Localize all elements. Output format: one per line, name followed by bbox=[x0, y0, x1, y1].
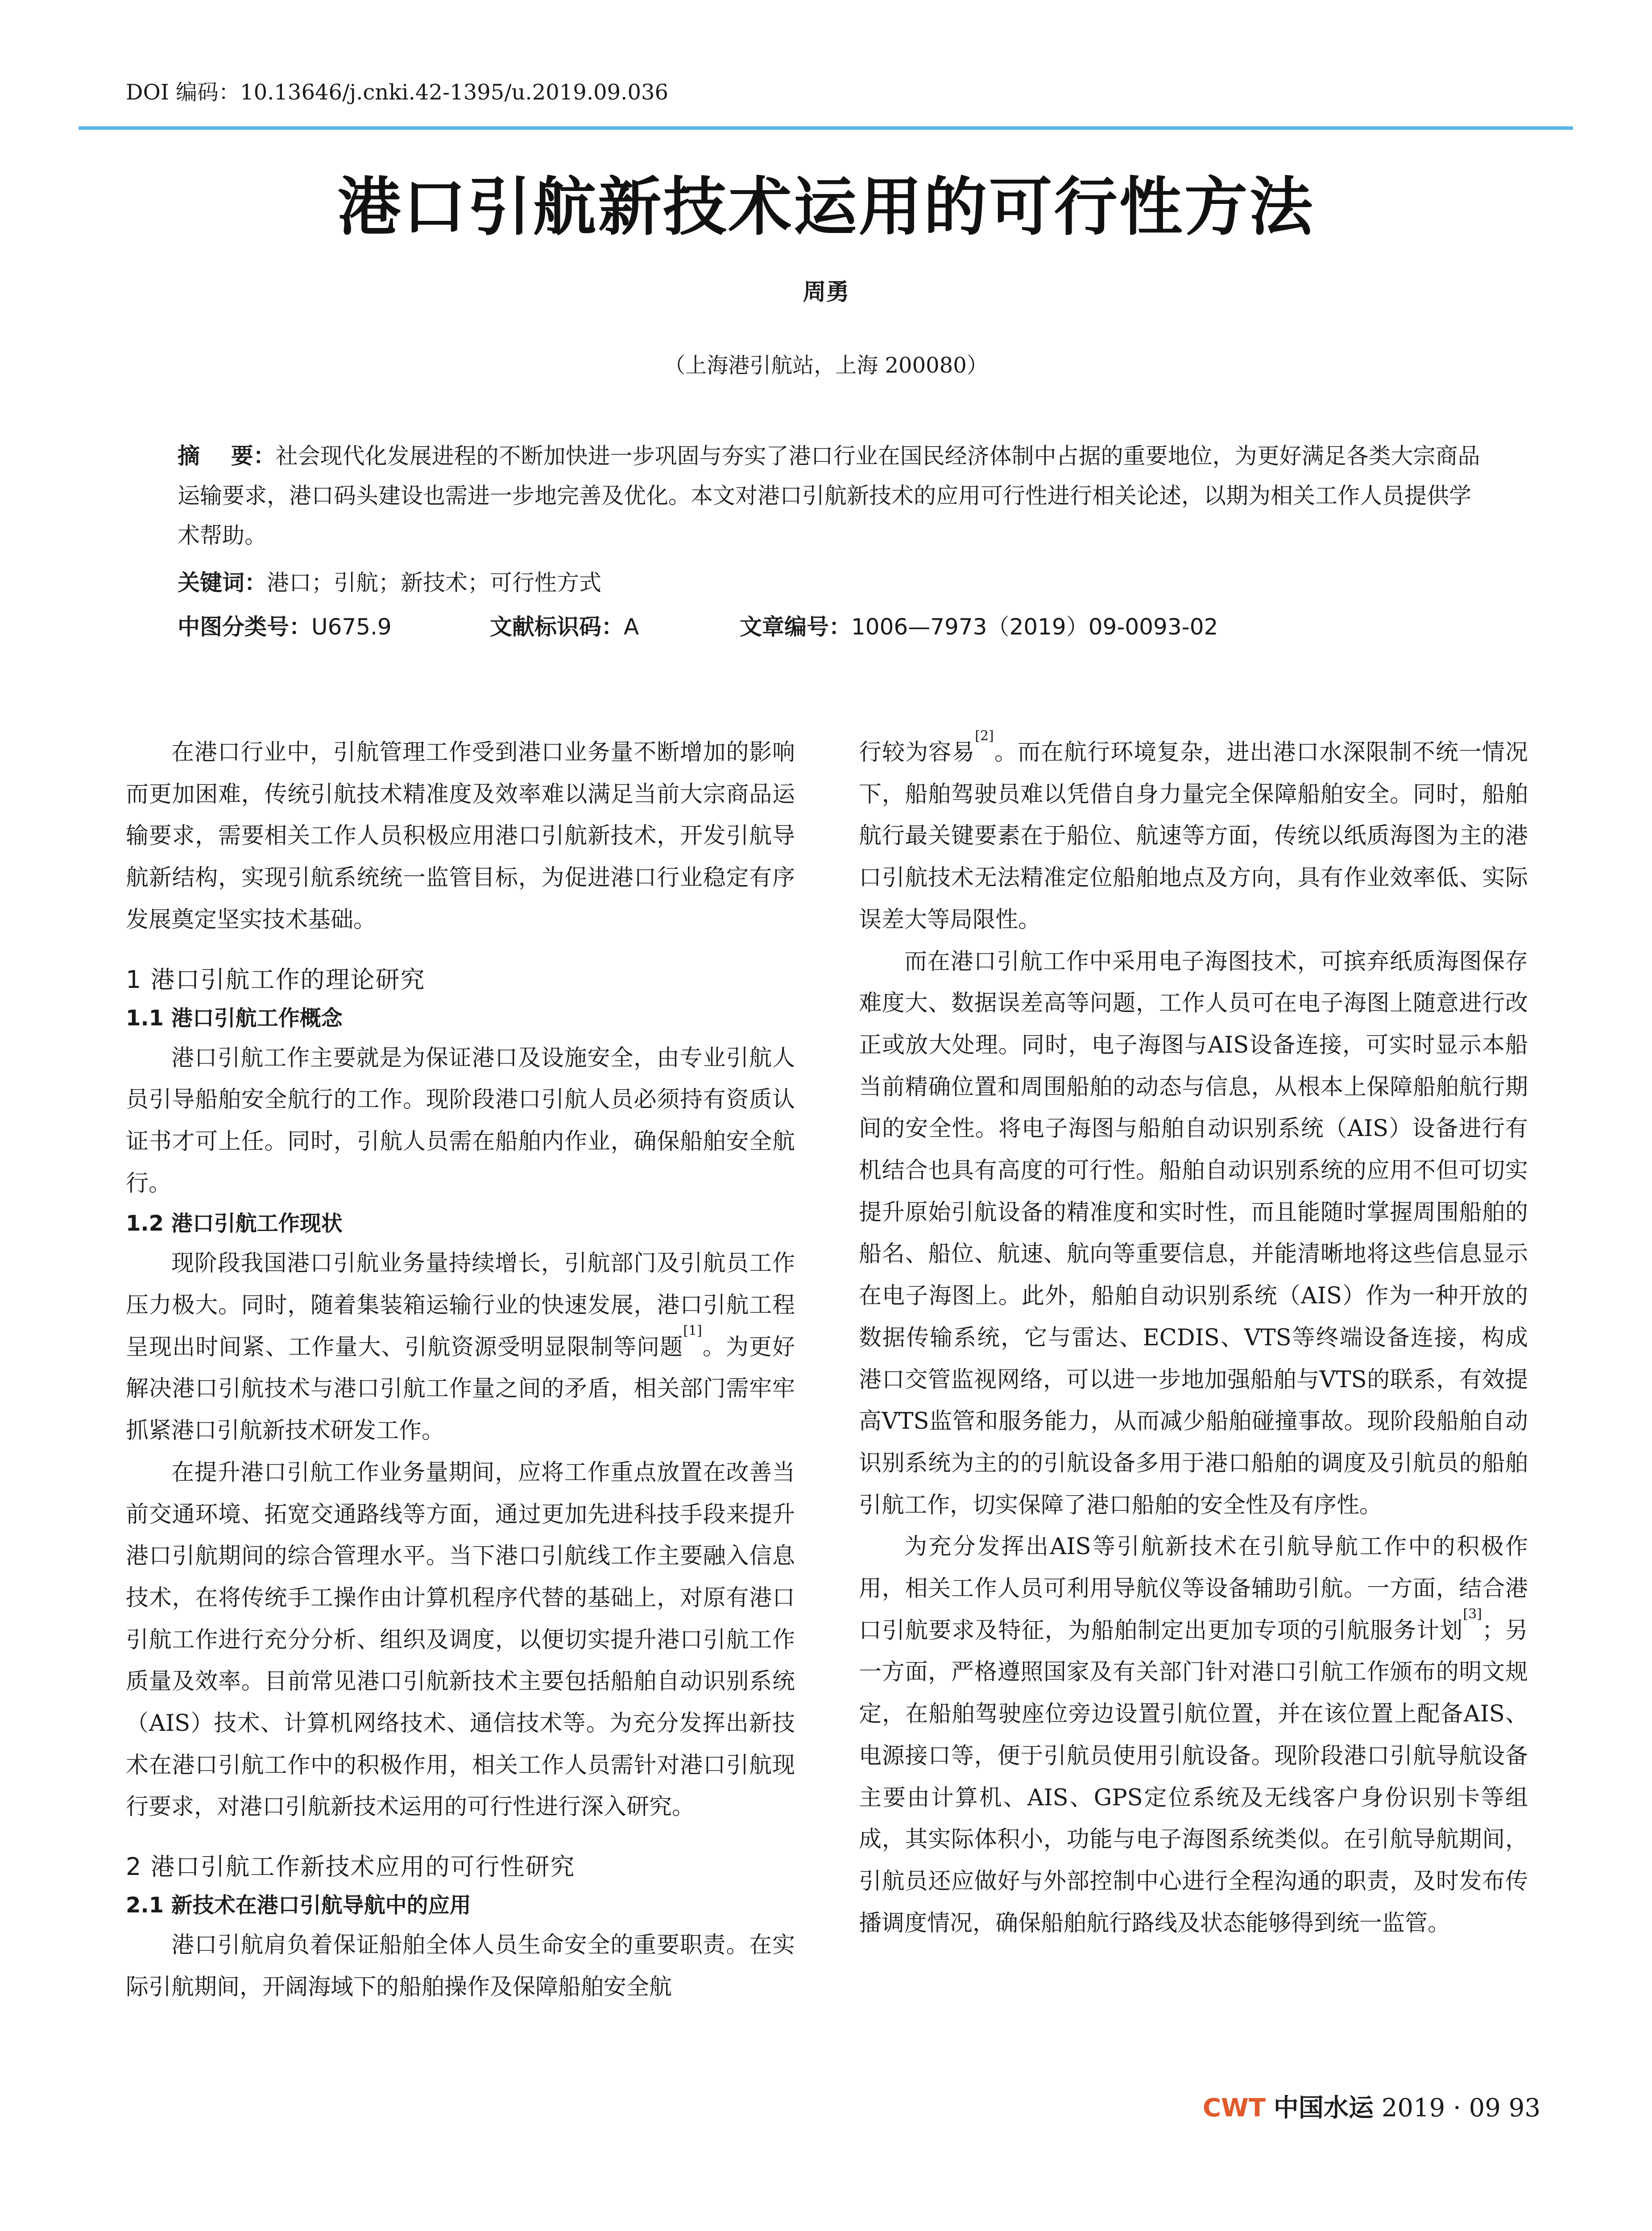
doc-code-item bbox=[490, 609, 639, 641]
page-footer bbox=[1203, 2088, 1540, 2124]
subsection-heading: 1.2 港口引航工作现状 bbox=[126, 1211, 343, 1236]
article-no-value: 1006—7973（2019）09-0093-02 bbox=[851, 614, 1218, 640]
journal-name: 中国水运 bbox=[1273, 2093, 1374, 2123]
clc-item bbox=[178, 609, 392, 641]
section-heading: 1 港口引航工作的理论研究 bbox=[126, 965, 426, 994]
clc-label: 中图分类号： bbox=[178, 614, 311, 640]
citation-ref: [1] bbox=[683, 1323, 702, 1339]
keywords-label: 关键词： bbox=[178, 570, 267, 596]
body-column-left bbox=[126, 732, 795, 2008]
body-column-right bbox=[859, 728, 1528, 1944]
citation-ref: [2] bbox=[975, 728, 994, 744]
paragraph bbox=[126, 1243, 795, 1452]
doc-code-label: 文献标识码： bbox=[490, 614, 624, 640]
header-rule bbox=[79, 126, 1573, 130]
paragraph-text: 现阶段我国港口引航业务量持续增长，引航部门及引航员工作压力极大。同时，随着集装箱运输行业的快速发展，港口引航工程呈现出时间紧、工作量大、引航资源受明显限制等问题 bbox=[126, 1250, 795, 1360]
author-affiliation: （上海港引航站，上海 200080） bbox=[664, 353, 988, 378]
issue-number: 2019 · 09 bbox=[1381, 2094, 1501, 2123]
paragraph: 港口引航肩负着保证船舶全体人员生命安全的重要职责。在实际引航期间，开阔海域下的船舶操作及保障船舶安全航 bbox=[126, 1932, 795, 2000]
clc-value: U675.9 bbox=[311, 614, 392, 640]
paragraph: 在港口行业中，引航管理工作受到港口业务量不断增加的影响而更加困难，传统引航技术精准度及效率难以满足当前大宗商品运输要求，需要相关工作人员积极应用港口引航新技术，开发引航导航新结构，实现引航系统统一监管目标，为促进港口行业稳定有序发展奠定坚实技术基础。 bbox=[126, 739, 795, 933]
section-heading: 2 港口引航工作新技术应用的可行性研究 bbox=[126, 1853, 576, 1881]
keywords bbox=[178, 565, 601, 597]
subsection-heading: 1.1 港口引航工作概念 bbox=[126, 1005, 343, 1031]
doi-line: DOI 编码：10.13646/j.cnki.42-1395/u.2019.09.036 bbox=[126, 80, 669, 105]
paragraph-text: 行较为容易 bbox=[859, 739, 975, 766]
paragraph-text: 。而在航行环境复杂，进出港口水深限制不统一情况下，船舶驾驶员难以凭借自身力量完全保障船舶安全。同时，船舶航行最关键要素在于船位、航速等方面，传统以纸质海图为主的港口引航技术无法精准定位船舶地点及方向，具有作业效率低、实际误差大等局限性。 bbox=[859, 739, 1528, 933]
abstract-text: 社会现代化发展进程的不断加快进一步巩固与夯实了港口行业在国民经济体制中占据的重要地位，为更好满足各类大宗商品运输要求，港口码头建设也需进一步地完善及优化。本文对港口引航新技术的应用可行性进行相关论述，以期为相关工作人员提供学术帮助。 bbox=[178, 443, 1480, 548]
abstract bbox=[178, 436, 1485, 556]
article-no-label: 文章编号： bbox=[740, 614, 851, 640]
abstract-label: 摘 要： bbox=[178, 443, 276, 469]
subsection-heading: 2.1 新技术在港口引航导航中的应用 bbox=[126, 1893, 471, 1918]
citation-ref: [3] bbox=[1463, 1606, 1482, 1622]
journal-brand: CWT bbox=[1203, 2094, 1266, 2123]
article-title: 港口引航新技术运用的可行性方法 bbox=[337, 170, 1315, 244]
paragraph-text: 。为更好解决港口引航技术与港口引航工作量之间的矛盾，相关部门需牢牢抓紧港口引航新技术研发工作。 bbox=[126, 1334, 795, 1444]
paragraph: 在提升港口引航工作业务量期间，应将工作重点放置在改善当前交通环境、拓宽交通路线等方面，通过更加先进科技手段来提升港口引航期间的综合管理水平。当下港口引航线工作主要融入信息技术，在将传统手工操作由计算机程序代替的基础上，对原有港口引航工作进行充分分析、组织及调度，以便切实提升港口引航工作质量及效率。目前常见港口引航新技术主要包括船舶自动识别系统（AIS）技术、计算机网络技术、通信技术等。为充分发挥出新技术在港口引航工作中的积极作用，相关工作人员需针对港口引航现行要求，对港口引航新技术运用的可行性进行深入研究。 bbox=[126, 1459, 795, 1820]
author-name: 周勇 bbox=[803, 279, 849, 306]
paragraph-text: 为充分发挥出AIS等引航新技术在引航导航工作中的积极作用，相关工作人员可利用导航仪等设备辅助引航。一方面，结合港口引航要求及特征，为船舶制定出更加专项的引航服务计划 bbox=[859, 1534, 1528, 1644]
paragraph: 而在港口引航工作中采用电子海图技术，可摈弃纸质海图保存难度大、数据误差高等问题，工作人员可在电子海图上随意进行改正或放大处理。同时，电子海图与AIS设备连接，可实时显示本船当前精确位置和周围船舶的动态与信息，从根本上保障船舶航行期间的安全性。将电子海图与船舶自动识别系统（AIS）设备进行有机结合也具有高度的可行性。船舶自动识别系统的应用不但可切实提升原始引航设备的精准度和实时性，而且能随时掌握周围船舶的船名、船位、航速、航向等重要信息，并能清晰地将这些信息显示在电子海图上。此外，船舶自动识别系统（AIS）作为一种开放的数据传输系统，它与雷达、ECDIS、VTS等终端设备连接，构成港口交管监视网络，可以进一步地加强船舶与VTS的联系，有效提高VTS监管和服务能力，从而减少船舶碰撞事故。现阶段船舶自动识别系统为主的的引航设备多用于港口船舶的调度及引航员的船舶引航工作，切实保障了港口船舶的安全性及有序性。 bbox=[859, 948, 1528, 1518]
page-number: 93 bbox=[1508, 2094, 1540, 2123]
paragraph bbox=[859, 728, 1528, 941]
paragraph-text: ；另一方面，严格遵照国家及有关部门针对港口引航工作颁布的明文规定，在船舶驾驶座位旁边设置引航位置，并在该位置上配备AIS、电源接口等，便于引航员使用引航设备。现阶段港口引航导航设备主要由计算机、AIS、GPS定位系统及无线客户身份识别卡等组成，其实际体积小，功能与电子海图系统类似。在引航导航期间，引航员还应做好与外部控制中心进行全程沟通的职责，及时发布传播调度情况，确保船舶航行路线及状态能够得到统一监管。 bbox=[859, 1617, 1528, 1937]
paragraph: 港口引航工作主要就是为保证港口及设施安全，由专业引航人员引导船舶安全航行的工作。现阶段港口引航人员必须持有资质认证书才可上任。同时，引航人员需在船舶内作业，确保船舶安全航行。 bbox=[126, 1045, 795, 1197]
keywords-text: 港口；引航；新技术；可行性方式 bbox=[267, 570, 601, 596]
article-no-item bbox=[740, 609, 1218, 641]
paragraph bbox=[859, 1526, 1528, 1944]
doc-code-value: A bbox=[624, 614, 639, 640]
